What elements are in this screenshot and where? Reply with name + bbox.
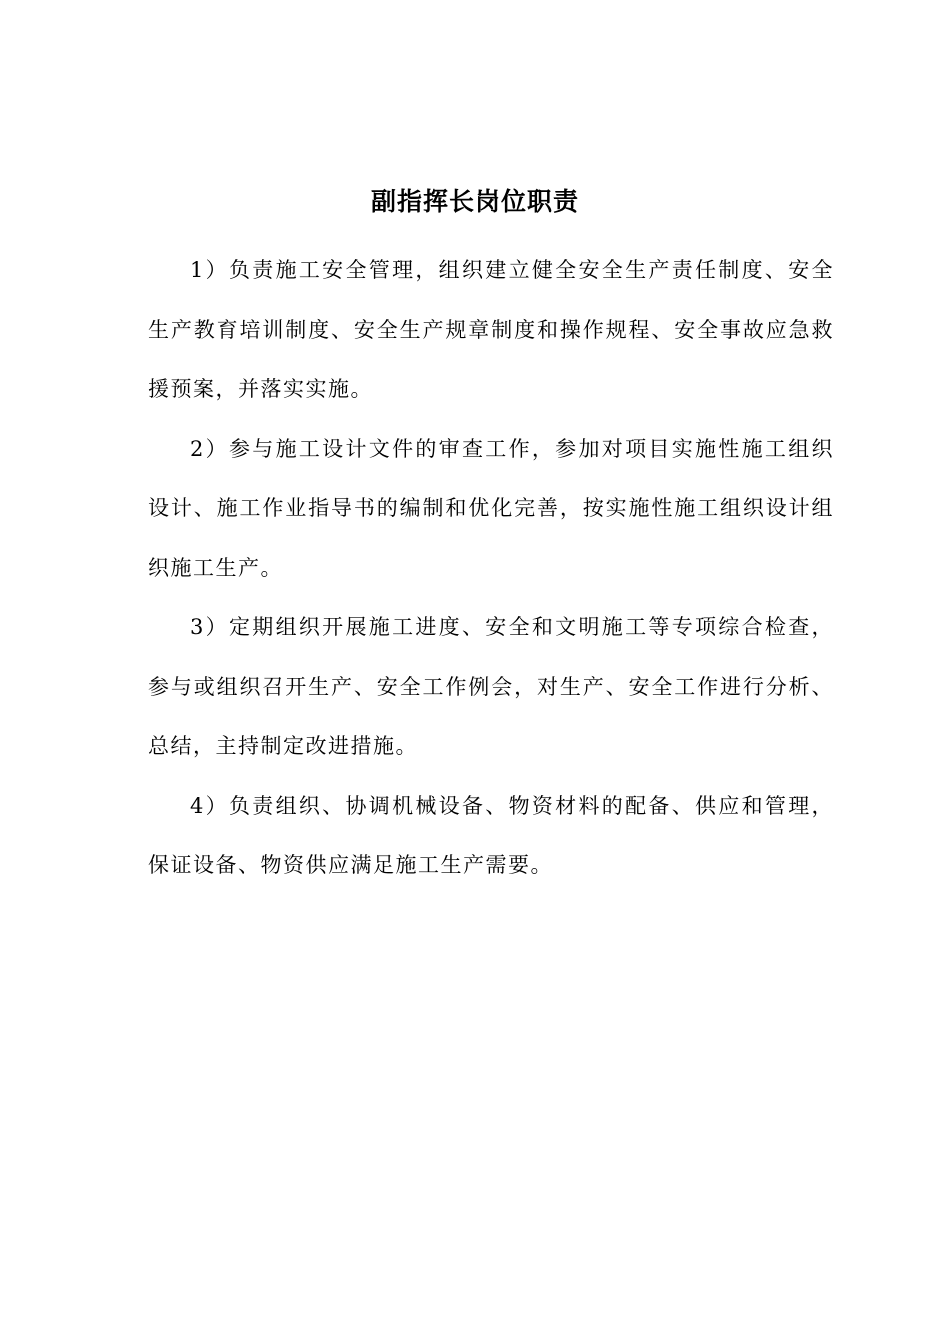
page-title: 副指挥长岗位职责 xyxy=(370,187,579,216)
paragraph-1: 1）负责施工安全管理，组织建立健全安全生产责任制度、安全生产教育培训制度、安全生产规章制度和操作规程、安全事故应急救援预案，并落实实施。 xyxy=(148,258,834,401)
paragraph-3: 3）定期组织开展施工进度、安全和文明施工等专项综合检查，参与或组织召开生产、安全工作例会，对生产、安全工作进行分析、总结，主持制定改进措施。 xyxy=(148,615,834,758)
paragraph-2: 2）参与施工设计文件的审查工作，参加对项目实施性施工组织设计、施工作业指导书的编制和优化完善，按实施性施工组织设计组织施工生产。 xyxy=(148,436,834,580)
paragraph-4: 4）负责组织、协调机械设备、物资材料的配备、供应和管理，保证设备、物资供应满足施工生产需要。 xyxy=(148,793,834,877)
document-body xyxy=(148,241,834,896)
